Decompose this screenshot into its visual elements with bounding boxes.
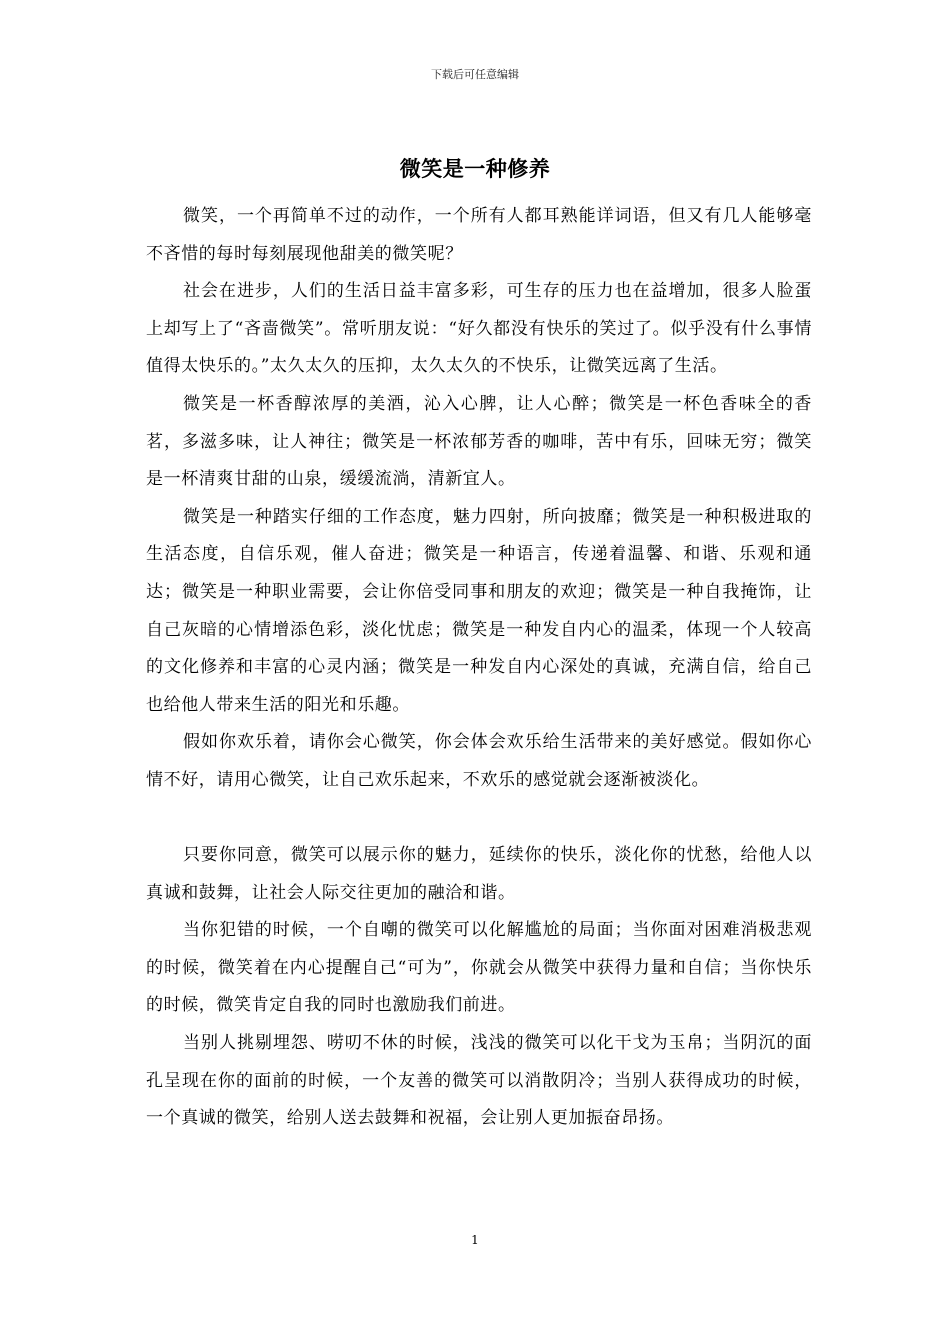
page-number: 1 <box>471 1233 479 1247</box>
blank-line <box>146 800 812 838</box>
paragraph: 当别人挑剔埋怨、唠叨不休的时候，浅浅的微笑可以化干戈为玉帛；当阴沉的面孔呈现在你的面前的时候，一个友善的微笑可以消散阴冷；当别人获得成功的时候，一个真诚的微笑，给别人送去鼓舞和祝福，会让别人更加振奋昂扬。 <box>146 1033 812 1129</box>
page-header: 下载后可任意编辑 <box>431 68 519 81</box>
document-title: 微笑是一种修养 <box>399 156 551 181</box>
paragraph: 只要你同意，微笑可以展示你的魅力，延续你的快乐，淡化你的忧愁，给他人以真诚和鼓舞，让社会人际交往更加的融洽和谐。 <box>146 845 812 903</box>
paragraph: 微笑是一种踏实仔细的工作态度，魅力四射，所向披靡；微笑是一种积极进取的生活态度，自信乐观，催人奋进；微笑是一种语言，传递着温馨、和谐、乐观和通达；微笑是一种职业需要，会让你倍受同事和朋友的欢迎；微笑是一种自我掩饰，让自己灰暗的心情增添色彩，淡化忧虑；微笑是一种发自内心的温柔，体现一个人较高的文化修养和丰富的心灵内涵；微笑是一种发自内心深处的真诚，充满自信，给自己也给他人带来生活的阳光和乐趣。 <box>146 506 812 715</box>
document-body <box>146 198 812 1138</box>
paragraph: 假如你欢乐着，请你会心微笑，你会体会欢乐给生活带来的美好感觉。假如你心情不好，请用心微笑，让自己欢乐起来，不欢乐的感觉就会逐渐被淡化。 <box>146 732 812 790</box>
paragraph: 社会在进步，人们的生活日益丰富多彩，可生存的压力也在益增加，很多人脸蛋上却写上了“吝啬微笑”。常听朋友说：“好久都没有快乐的笑过了。似乎没有什么事情值得太快乐的。”太久太久的压抑，太久太久的不快乐，让微笑远离了生活。 <box>146 281 812 377</box>
paragraph: 微笑，一个再简单不过的动作，一个所有人都耳熟能详词语，但又有几人能够毫不吝惜的每时每刻展现他甜美的微笑呢？ <box>146 206 812 264</box>
paragraph: 当你犯错的时候，一个自嘲的微笑可以化解尴尬的局面；当你面对困难消极悲观的时候，微笑着在内心提醒自己“可为”，你就会从微笑中获得力量和自信；当你快乐的时候，微笑肯定自我的同时也激励我们前进。 <box>146 920 812 1016</box>
paragraph: 微笑是一杯香醇浓厚的美酒，沁入心脾，让人心醉；微笑是一杯色香味全的香茗，多滋多味，让人神往；微笑是一杯浓郁芳香的咖啡，苦中有乐，回味无穷；微笑是一杯清爽甘甜的山泉，缓缓流淌，清新宜人。 <box>146 393 812 490</box>
